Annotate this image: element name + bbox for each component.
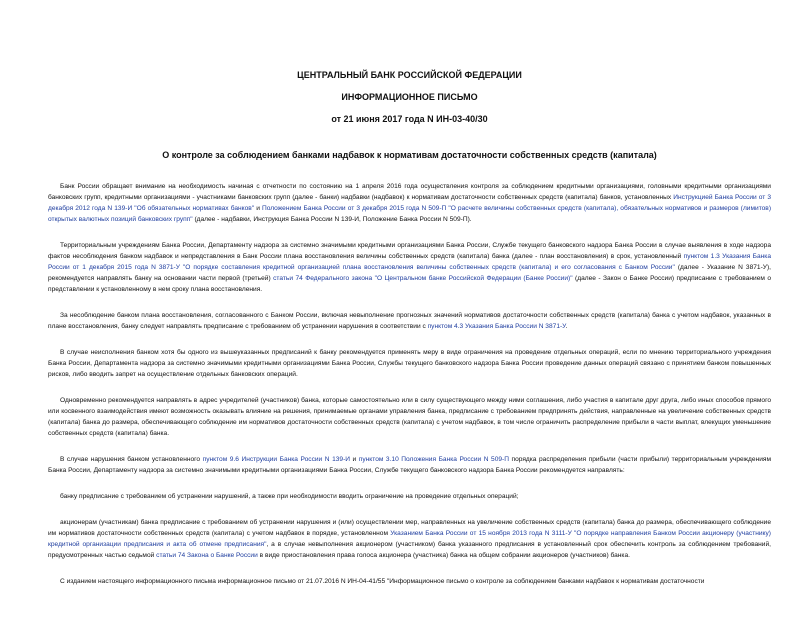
paragraph-text: банку предписание с требованием об устранении нарушений, а также при необходимости вводить ограничение на проведение отдельных операций; (60, 493, 519, 500)
document-date-number: от 21 июня 2017 года N ИН-03-40/30 (331, 114, 488, 124)
paragraph-8 (48, 517, 771, 561)
paragraph-text: Банк России обращает внимание на необходимость начиная с отчетности по состоянию на 1 апреля 2016 года осуществления контроля за соблюдением кредитными организациями, головными кредитными организациями банковских групп, кредитными организациями - участниками банковских групп (далее - банки) надбавки (надбавок) к нормативам достаточности собственных средств (капитала) банков, установленных (48, 183, 771, 201)
link-directive-3111u[interactable]: Указанием Банка России от 15 ноября 2013 года N 3111-У "О порядке направления Банком России акционеру (участнику) кредитной организации предписания и акта об отмене предписания" (48, 530, 771, 548)
paragraph-1 (48, 181, 771, 225)
paragraph-text: в виде приостановления права голоса акционера (участника) банка на общем собрании акционеров (участников) банка. (257, 552, 630, 559)
link-instruction-139i-p9-6[interactable]: пунктом 9.6 Инструкции Банка России N 139-И (202, 456, 351, 463)
paragraph-text: Одновременно рекомендуется направлять в адрес учредителей (участников) банка, которые самостоятельно или в силу существующего между ними соглашения, либо участия в капитале друг друга, либо иных способов прямого или косвенного взаимодействия имеют возможность оказывать влияние на решения, принимаемые органами управления банка, предписание с требованием предпринять действия, направленные на увеличение собственных средств (капитала) банка до размера, обеспечивающего соблюдение им нормативов достаточности собственных средств (капитала) с учетом надбавок, в том числе ограничить распределение прибыли в части выплат, влекущих уменьшение собственных средств (капитала) банка. (48, 397, 771, 437)
paragraph-text: (далее - Указание N 3871-У), рекомендуется направлять банку на основании части первой (третьей) (48, 264, 772, 282)
paragraph-text: , а в случае невыполнения акционером (участником) банка указанного предписания в установленный срок обеспечить контроль за соблюдением требований, предусмотренных частью седьмой (48, 541, 772, 559)
paragraph-text: (далее - Закон о Банке России) предписание с требованием о представлении к установленному в нем сроку плана восстановления. (48, 275, 771, 293)
link-instruction-139i[interactable]: Инструкцией Банка России от 3 декабря 2012 года N 139-И "Об обязательных нормативах банков" (48, 194, 771, 212)
link-regulation-509p-p3-10[interactable]: пунктом 3.10 Положения Банка России N 509-П (358, 456, 509, 463)
link-directive-3871u-p4-3[interactable]: пунктом 4.3 Указания Банка России N 3871-У (427, 323, 566, 330)
paragraph-text: С изданием настоящего информационного письма информационное письмо от 21.07.2016 N ИН-04-41/55 "Информационное письмо о контроле за соблюдением банками надбавок к нормативам достаточности (60, 578, 705, 585)
paragraph-6 (48, 454, 771, 476)
paragraph-9 (48, 576, 771, 587)
paragraph-text: акционерам (участникам) банка предписание с требованием об устранении нарушения и (или) осуществлении мер, направленных на увеличение собственных средств (капитала) банка до размера, обеспечивающего соблюдение им нормативов достаточности собственных средств (капитала) с учетом надбавок в порядке, установленном (48, 519, 771, 537)
link-regulation-509p[interactable]: Положением Банка России от 3 декабря 2015 года N 509-П "О расчете величины собственных средств (капитала), обязательных нормативов и размеров (лимитов) открытых валютных позиций банковских групп" (48, 205, 772, 223)
paragraph-5 (48, 395, 771, 439)
paragraph-7 (48, 491, 771, 502)
document-body (48, 181, 771, 587)
paragraph-text: и (350, 456, 359, 463)
document-title: О контроле за соблюдением банками надбавок к нормативам достаточности собственных средств (капитала) (162, 150, 657, 160)
paragraph-text: и (254, 205, 262, 212)
bank-name: ЦЕНТРАЛЬНЫЙ БАНК РОССИЙСКОЙ ФЕДЕРАЦИИ (297, 70, 522, 80)
paragraph-text: (далее - надбавки, Инструкция Банка России N 139-И, Положение Банка России N 509-П). (192, 216, 472, 223)
paragraph-text: Территориальным учреждениям Банка России, Департаменту надзора за системно значимыми кредитными организациями Банка России, Службе текущего банковского надзора Банка России в случае выявления в ходе надзора фактов несоблюдения банком надбавок и непредставления в Банк России плана восстановления величины собственных средств (капитала) банка (далее - план восстановления) в срок, установленный (48, 242, 771, 260)
paragraph-4 (48, 347, 771, 380)
paragraph-3 (48, 310, 771, 332)
link-directive-3871u-p1-3[interactable]: пунктом 1.3 Указания Банка России от 1 декабря 2015 года N 3871-У "О порядке составления кредитной организацией плана восстановления величины собственных средств (капитала) и его согласования с Банком России" (48, 253, 771, 271)
paragraph-2 (48, 240, 771, 295)
paragraph-text: За несоблюдение банком плана восстановления, согласованного с Банком России, включая невыполнение прогнозных значений нормативов достаточности собственных средств (капитала) банка с учетом надбавок, указанных в плане восстановления, банку следует направлять предписание с требованием об устранении нарушения в соответствии с (48, 312, 771, 330)
paragraph-text: В случае неисполнения банком хотя бы одного из вышеуказанных предписаний к банку рекомендуется применять меру в виде ограничения на проведение отдельных операций, если по мнению территориального учреждения Банка России, Департамента надзора за системно значимыми кредитными организациями Банка России, Службы текущего банковского надзора Банка России проведение данных операций связано с принятием банком повышенных рисков, либо вводить запрет на осуществление отдельных банковских операций. (48, 349, 771, 378)
link-federal-law-article-74[interactable]: статьи 74 Федерального закона "О Центральном банке Российской Федерации (Банке России)" (273, 275, 573, 282)
link-bank-law-article-74[interactable]: статьи 74 Закона о Банке России (156, 552, 258, 559)
document-type: ИНФОРМАЦИОННОЕ ПИСЬМО (341, 92, 478, 102)
paragraph-text: . (565, 323, 568, 330)
paragraph-text: порядка распределения прибыли (части прибыли) территориальным учреждениям Банка России, Департаменту надзора за системно значимыми кредитными организациями Банка России, Службе текущего банковского надзора Банка России рекомендуется направлять: (48, 456, 771, 474)
paragraph-text: В случае нарушения банком установленного (60, 456, 203, 463)
document-page (0, 69, 807, 640)
